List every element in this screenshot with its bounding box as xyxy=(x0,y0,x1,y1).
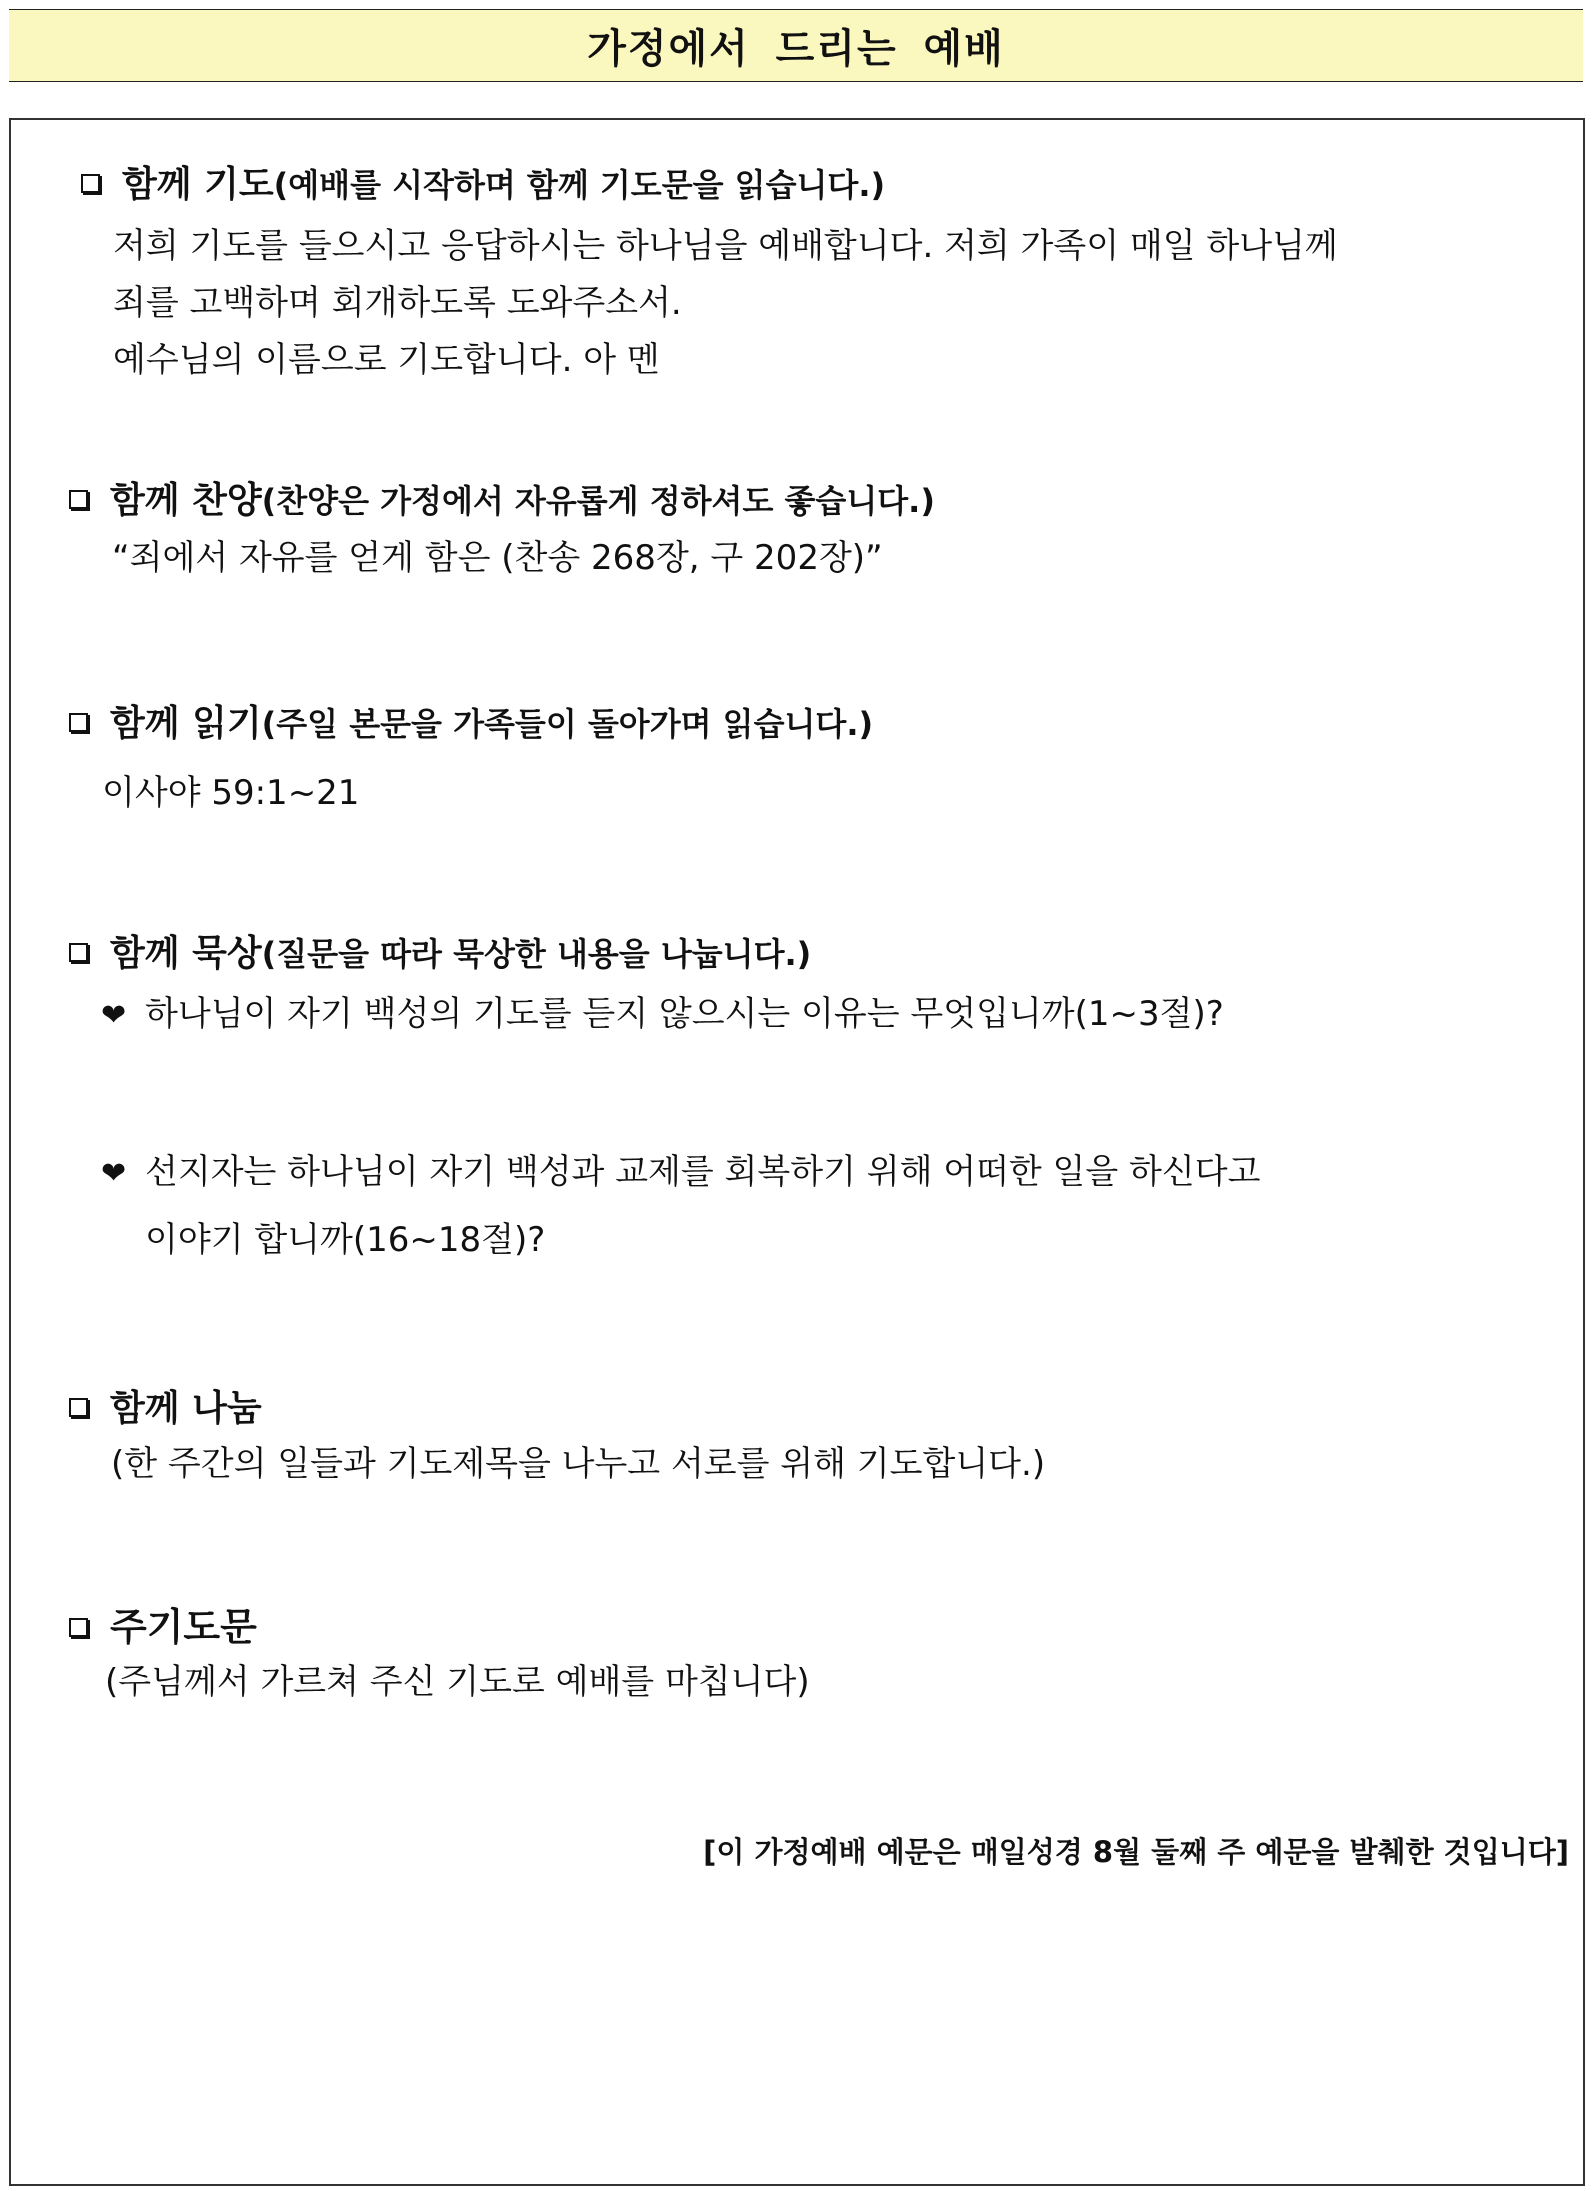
checkbox-icon xyxy=(69,1398,88,1417)
heading-title: 함께 찬양 xyxy=(110,480,262,521)
heading-title: 주기도문 xyxy=(110,1605,257,1649)
section-sharing xyxy=(11,1386,1583,1493)
page-title: 가정에서 드리는 예배 xyxy=(587,26,1005,72)
question-list xyxy=(11,981,1583,1273)
question-item xyxy=(101,981,1583,1049)
section-heading xyxy=(11,701,1583,747)
section-body xyxy=(11,530,1583,587)
hymn-line: “죄에서 자유를 얻게 함은 (찬송 268장, 구 202장)” xyxy=(112,538,883,578)
section-heading xyxy=(11,1604,1583,1650)
question-text: 선지자는 하나님이 자기 백성과 교제를 회복하기 위해 어떠한 일을 하신다고 xyxy=(145,1152,1261,1192)
question-item xyxy=(101,1139,1583,1207)
section-reading xyxy=(11,701,1583,822)
body-line: 죄를 고백하며 회개하도록 도와주소서. xyxy=(113,283,682,323)
body-line: (주님께서 가르쳐 주신 기도로 예배를 마칩니다) xyxy=(105,1662,810,1702)
section-heading xyxy=(11,931,1583,977)
heading-title: 함께 나눔 xyxy=(110,1388,262,1429)
section-body xyxy=(11,1654,1583,1711)
heading-note: (질문을 따라 묵상한 내용을 나눕니다.) xyxy=(261,935,812,973)
checkbox-icon xyxy=(69,1618,88,1637)
heart-bullet-icon: ❤ xyxy=(101,998,127,1033)
title-banner xyxy=(9,9,1583,82)
section-heading xyxy=(11,162,1583,208)
heading-note: (찬양은 가정에서 자유롭게 정하셔도 좋습니다.) xyxy=(261,482,935,520)
footer-note: [이 가정예배 예문은 매일성경 8월 둘째 주 예문을 발췌한 것입니다] xyxy=(703,1835,1569,1869)
heading-title: 함께 읽기 xyxy=(110,703,262,744)
heading-note: (주일 본문을 가족들이 돌아가며 읽습니다.) xyxy=(261,705,874,743)
section-body xyxy=(11,1436,1583,1493)
section-heading xyxy=(11,1386,1583,1432)
section-lords-prayer xyxy=(11,1604,1583,1711)
question-text: 하나님이 자기 백성의 기도를 듣지 않으시는 이유는 무엇입니까(1~3절)? xyxy=(145,994,1224,1034)
body-line: (한 주간의 일들과 기도제목을 나누고 서로를 위해 기도합니다.) xyxy=(111,1444,1046,1484)
scripture-reference: 이사야 59:1~21 xyxy=(102,773,360,813)
checkbox-icon xyxy=(69,713,88,732)
question-text-continued: 이야기 합니까(16~18절)? xyxy=(145,1220,546,1260)
heading-title: 함께 묵상 xyxy=(110,933,262,974)
body-line: 예수님의 이름으로 기도합니다. 아 멘 xyxy=(113,340,660,380)
checkbox-icon xyxy=(81,174,100,193)
heart-bullet-icon: ❤ xyxy=(101,1156,127,1191)
body-line: 저희 기도를 들으시고 응답하시는 하나님을 예배합니다. 저희 가족이 매일 하나님께 xyxy=(113,226,1338,266)
section-body xyxy=(11,765,1583,822)
section-prayer xyxy=(11,162,1583,389)
heading-note: (예배를 시작하며 함께 기도문을 읽습니다.) xyxy=(273,166,886,204)
section-praise xyxy=(11,478,1583,587)
section-meditation xyxy=(11,931,1583,1273)
checkbox-icon xyxy=(69,943,88,962)
worship-content-frame xyxy=(9,118,1585,2186)
heading-title: 함께 기도 xyxy=(122,164,274,205)
section-body xyxy=(11,218,1583,389)
checkbox-icon xyxy=(69,490,88,509)
section-heading xyxy=(11,478,1583,524)
